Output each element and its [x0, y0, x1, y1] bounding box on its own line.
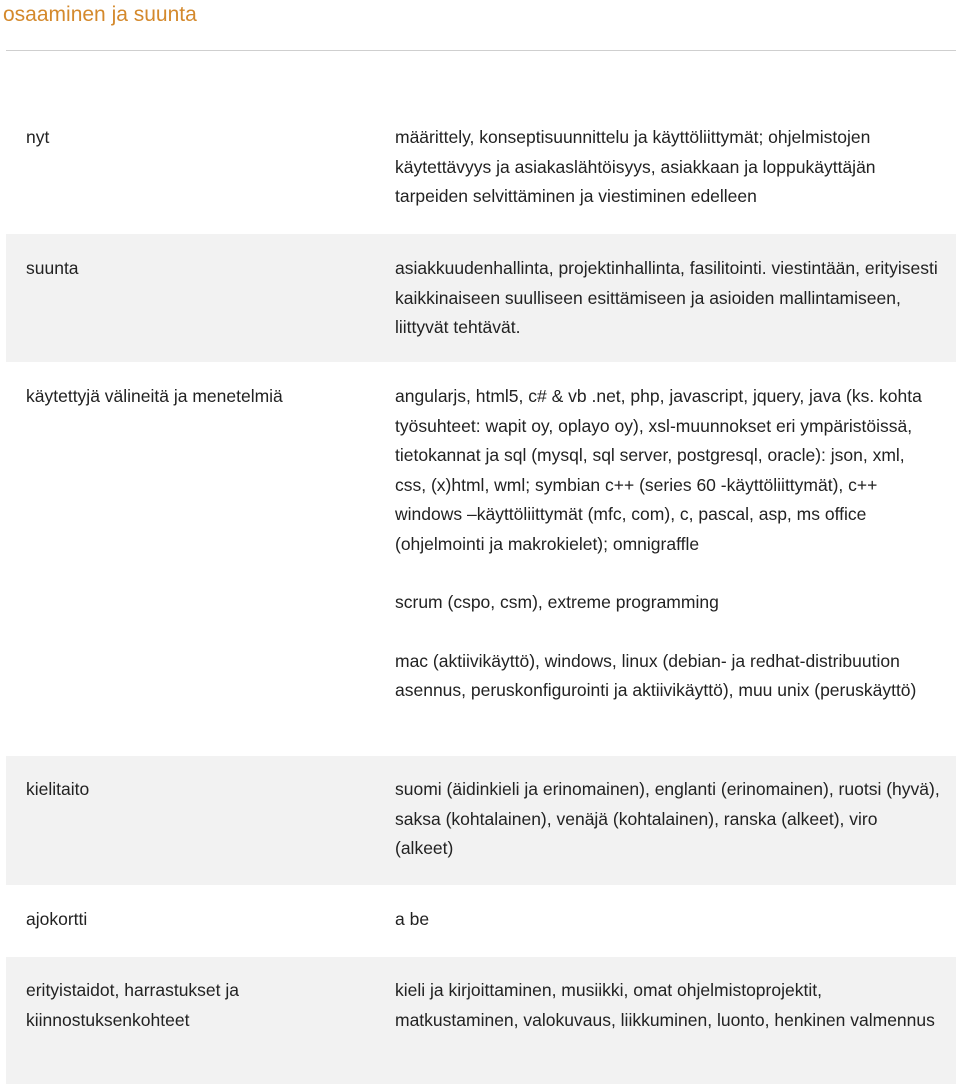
row-paragraph: mac (aktiivikäyttö), windows, linux (debian- ja redhat-distribuution asennus, peruskonfigurointi ja aktiivikäyttö), muu unix (peruskäyttö) — [395, 650, 917, 700]
row-label: käytettyjä välineitä ja menetelmiä — [26, 386, 283, 406]
row-value — [395, 976, 940, 1035]
row-paragraph: suomi (äidinkieli ja erinomainen), englanti (erinomainen), ruotsi (hyvä), saksa (kohtalainen), venäjä (kohtalainen), ranska (alkeet), viro (alkeet) — [395, 779, 940, 858]
section-row-special-skills — [6, 957, 956, 1084]
row-label: nyt — [26, 127, 50, 147]
title-divider — [6, 50, 956, 51]
section-row-language-skills — [6, 756, 956, 885]
section-row-suunta — [6, 234, 956, 362]
section-row-tools-and-methods — [6, 363, 956, 756]
row-value — [395, 254, 940, 343]
row-paragraph: angularjs, html5, c# & vb .net, php, javascript, jquery, java (ks. kohta työsuhteet: wapit oy, oplayo oy), xsl-muunnokset eri ympäristöissä, tietokannat ja sql (mysql, sql server, postgresql, oracle): json, xml, css, (x)html, wml; symbian c++ (series 60 -käyttöliittymät), c++ windows –käyttöliittymät (mfc, com), c, pascal, asp, ms office (ohjelmointi ja makrokielet); omnigraffle — [395, 386, 922, 554]
row-value — [395, 905, 940, 935]
section-row-nyt — [6, 108, 956, 233]
row-value — [395, 775, 940, 864]
row-label: suunta — [26, 258, 79, 278]
row-paragraph: scrum (cspo, csm), extreme programming — [395, 592, 719, 612]
row-label: kielitaito — [26, 779, 90, 799]
row-value — [395, 123, 940, 212]
section-title: osaaminen ja suunta — [3, 3, 197, 26]
row-paragraph: a be — [395, 909, 430, 929]
row-label: ajokortti — [26, 909, 88, 929]
row-label: erityistaidot, harrastukset ja kiinnostuksenkohteet — [26, 980, 240, 1030]
section-row-driving-licence — [6, 886, 956, 956]
row-paragraph: määrittely, konseptisuunnittelu ja käyttöliittymät; ohjelmistojen käytettävyys ja asiakaslähtöisyys, asiakkaan ja loppukäyttäjän tarpeiden selvittäminen ja viestiminen edelleen — [395, 127, 876, 206]
row-paragraph: kieli ja kirjoittaminen, musiikki, omat ohjelmistoprojektit, matkustaminen, valokuvaus, liikkuminen, luonto, henkinen valmennus — [395, 980, 935, 1030]
row-value — [395, 382, 940, 706]
row-paragraph: asiakkuudenhallinta, projektinhallinta, fasilitointi. viestintään, erityisesti kaikkinaiseen suulliseen esittämiseen ja asioiden mallintamiseen, liittyvät tehtävät. — [395, 258, 938, 337]
